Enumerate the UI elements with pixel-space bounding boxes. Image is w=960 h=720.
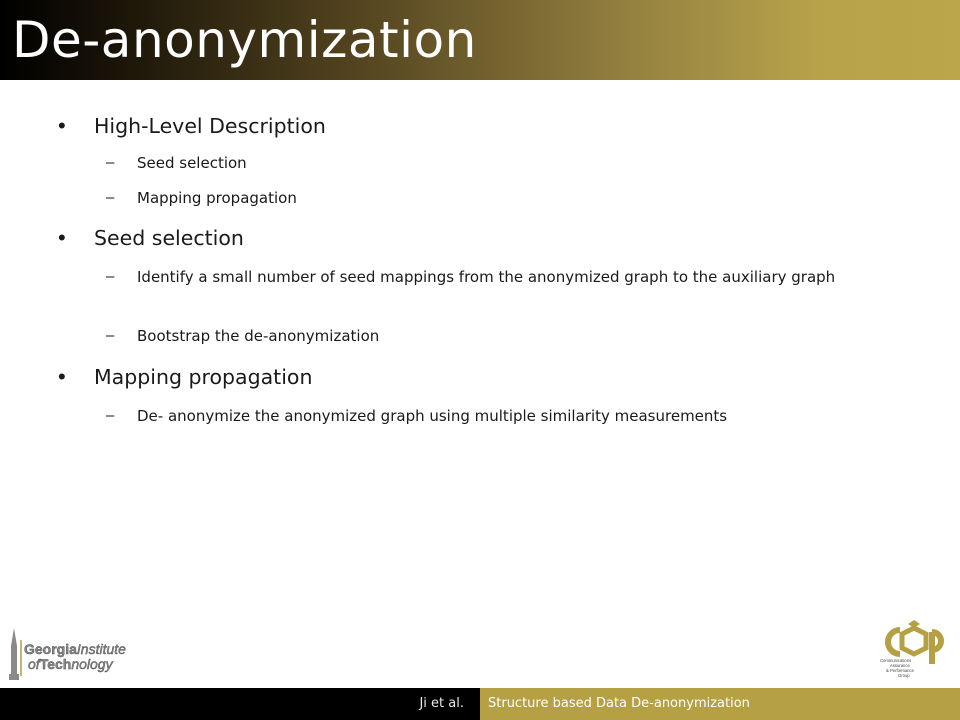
dash-glyph: – (106, 154, 115, 171)
tech-tower-icon (9, 628, 19, 680)
footer-bar (0, 688, 960, 720)
bullet-glyph: • (58, 225, 66, 250)
slide-title: De-anonymization (12, 11, 477, 69)
logo-caption: Assurance (890, 663, 910, 668)
cap-group-logo (876, 618, 954, 684)
logo-caption: & Performance (886, 668, 914, 673)
logo-word: Institute (76, 641, 126, 657)
dash-glyph: – (106, 407, 115, 424)
logo-caption: Group (898, 673, 910, 678)
sub-item: Seed selection (137, 154, 247, 172)
bullet-glyph: • (58, 364, 66, 389)
sub-item: De- anonymize the anonymized graph using multiple similarity measurements (137, 407, 728, 425)
logo-word: nology (71, 656, 113, 672)
dash-glyph: – (106, 268, 115, 285)
svg-text:GeorgiaInstitute (24, 641, 126, 657)
svg-text:ofTechnology (28, 656, 114, 672)
dash-glyph: – (106, 327, 115, 344)
bullet-heading: Mapping propagation (94, 365, 313, 389)
bullet-heading: High-Level Description (94, 114, 326, 138)
footer-subtitle: Structure based Data De-anonymization (488, 696, 750, 711)
svg-text:Communications Assurance (880, 658, 915, 678)
georgia-tech-logo (6, 624, 156, 680)
sub-item: Identify a small number of seed mappings from the anonymized graph to the auxiliary graph (137, 268, 836, 286)
footer-left (0, 688, 480, 720)
bullet-heading: Seed selection (94, 226, 244, 250)
sub-item: Mapping propagation (137, 189, 297, 207)
logo-word: of (28, 656, 40, 672)
sub-item: Bootstrap the de-anonymization (137, 327, 380, 345)
title-bar (0, 0, 960, 80)
footer-right (480, 688, 960, 720)
logo-word: Georgia (24, 641, 77, 657)
logo-word: Tech (39, 656, 72, 672)
bullet-glyph: • (58, 113, 66, 138)
footer-author: Ji et al. (419, 696, 464, 711)
dash-glyph: – (106, 189, 115, 206)
logo-caption: Communications (880, 658, 912, 663)
